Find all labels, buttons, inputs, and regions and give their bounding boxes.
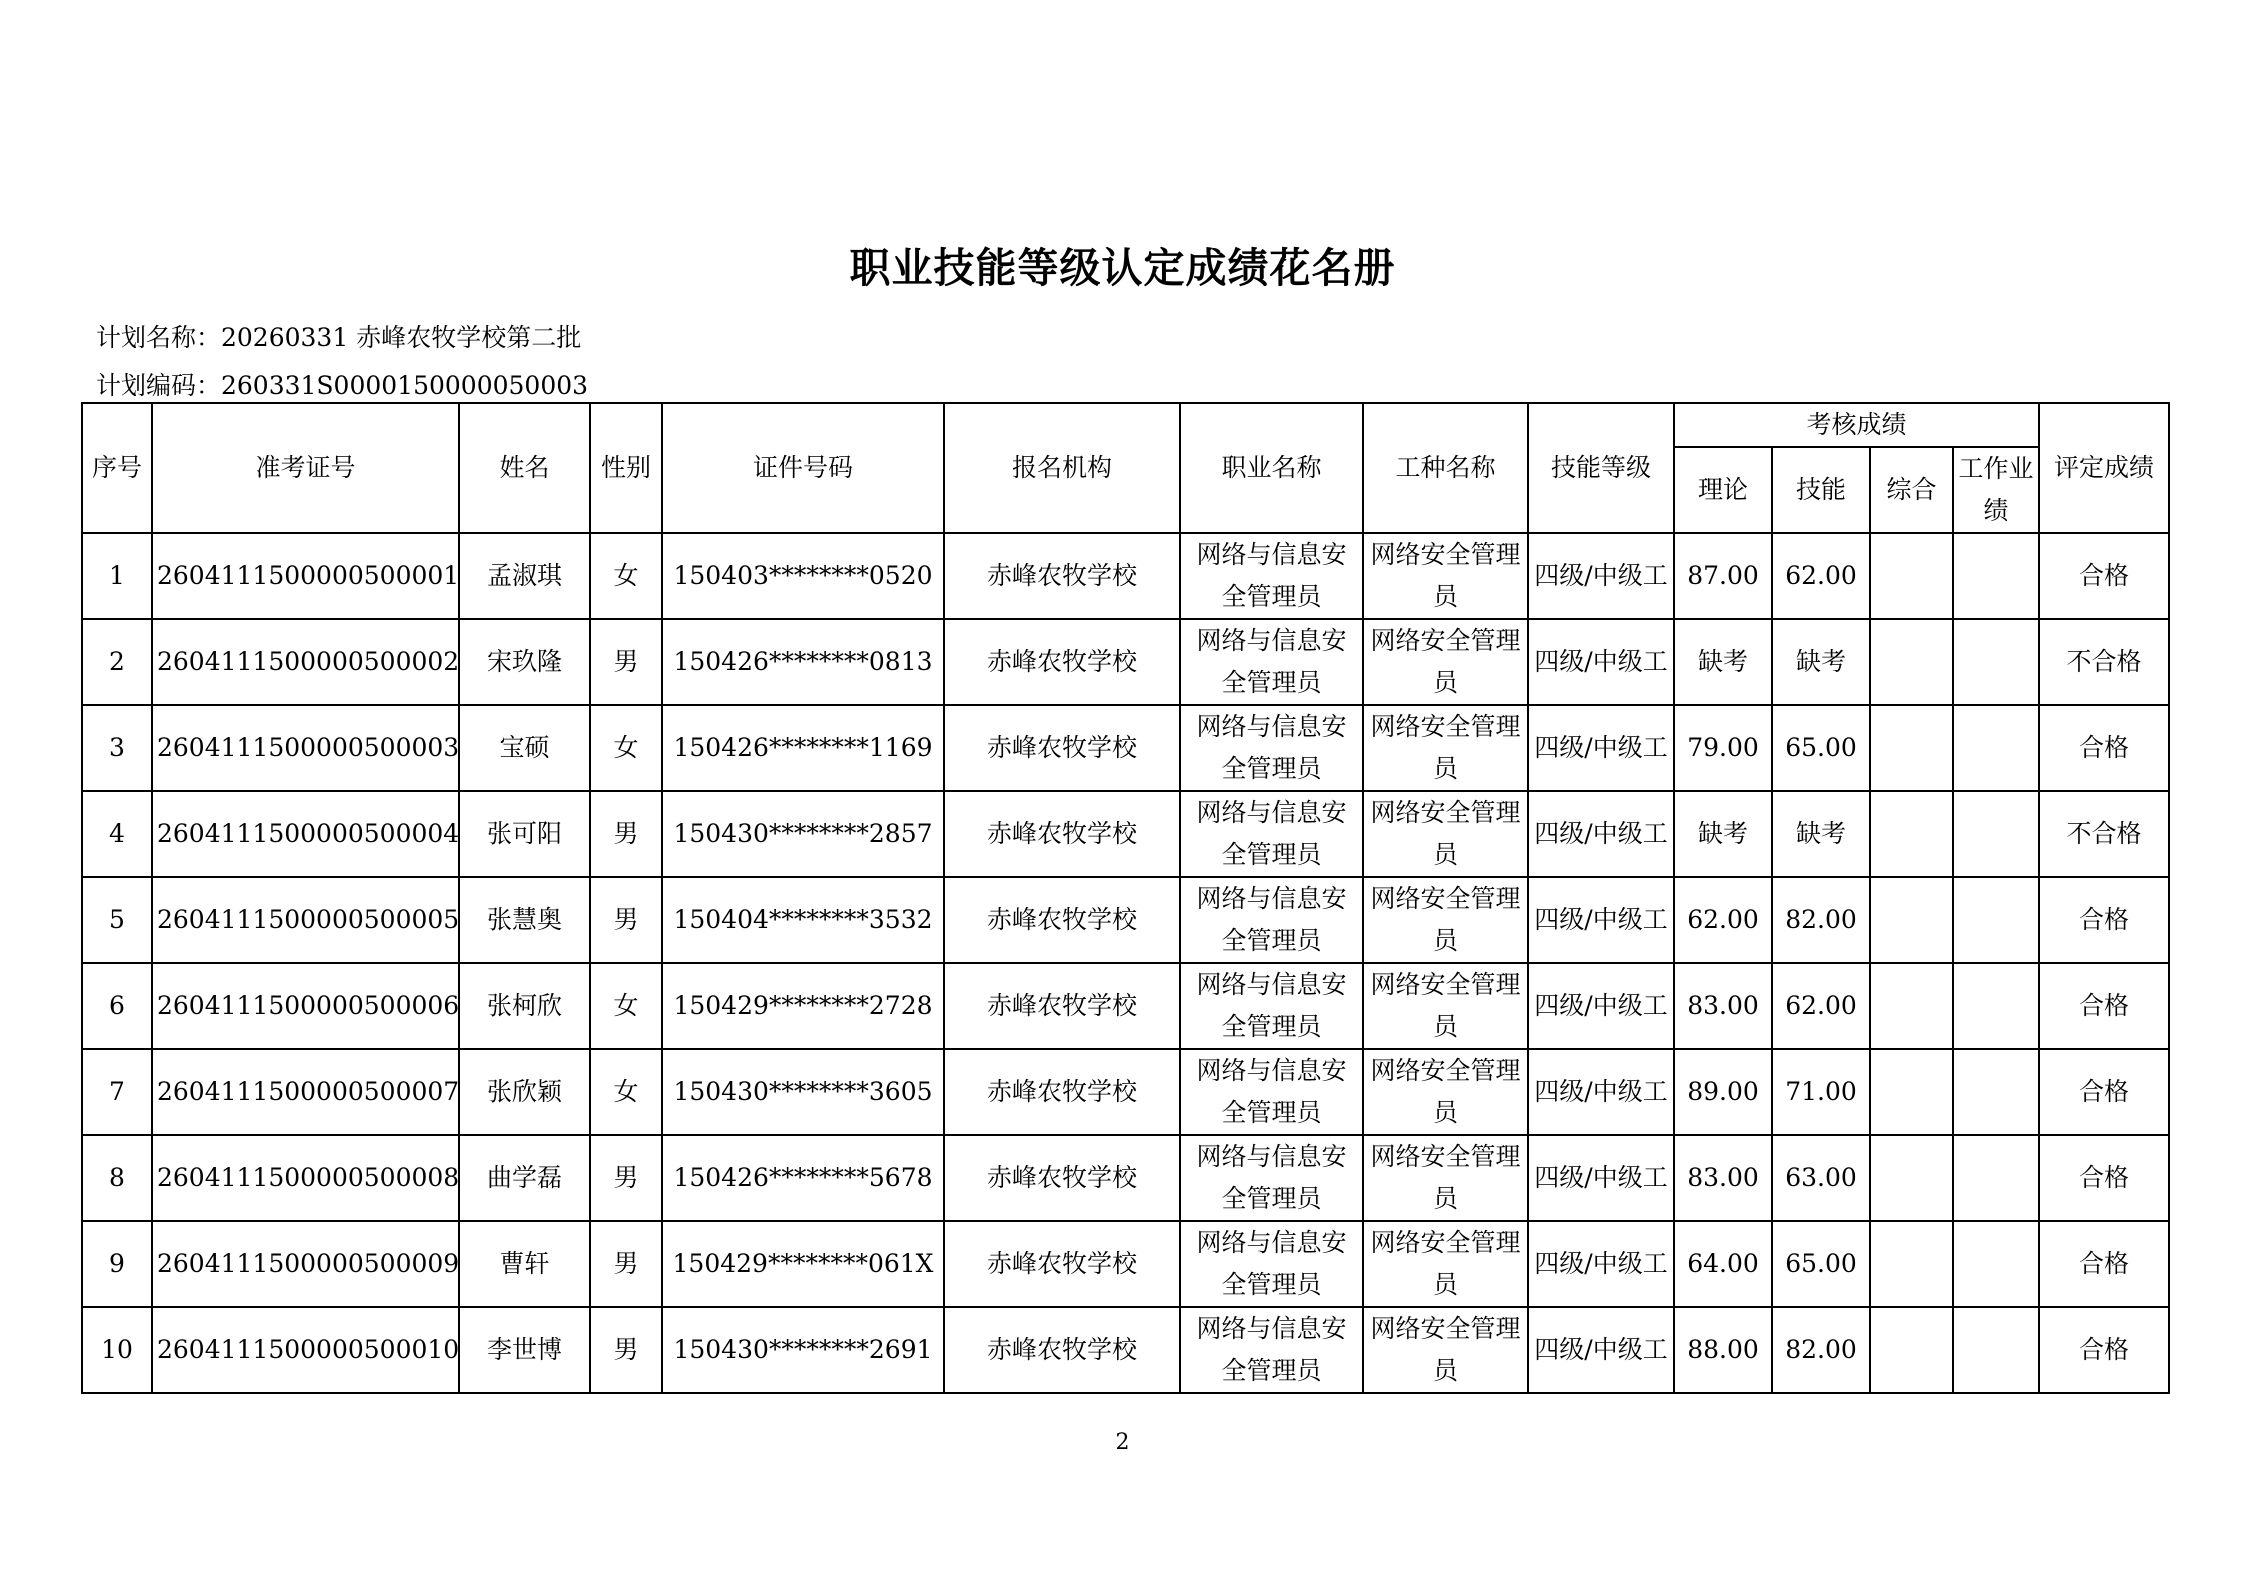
cell-result: 合格 (2039, 705, 2169, 791)
cell-trade: 网络安全管理员 (1363, 791, 1528, 877)
table-row (82, 533, 2169, 619)
header-org: 报名机构 (944, 403, 1180, 533)
cell-id-no: 150426********5678 (662, 1135, 944, 1221)
header-ticket: 准考证号 (152, 403, 459, 533)
table-row (82, 1049, 2169, 1135)
cell-skill: 62.00 (1772, 963, 1870, 1049)
cell-id-no: 150430********2857 (662, 791, 944, 877)
cell-result: 不合格 (2039, 619, 2169, 705)
cell-gender: 男 (590, 619, 662, 705)
cell-level: 四级/中级工 (1528, 1307, 1674, 1393)
cell-level: 四级/中级工 (1528, 1049, 1674, 1135)
cell-performance (1953, 533, 2039, 619)
cell-theory: 83.00 (1674, 963, 1772, 1049)
cell-result: 合格 (2039, 963, 2169, 1049)
plan-code: 计划编码：260331S0000150000050003 (96, 371, 589, 400)
plan-name: 计划名称：20260331 赤峰农牧学校第二批 (96, 323, 582, 352)
header-name: 姓名 (459, 403, 590, 533)
cell-ticket: 2604111500000500001 (152, 533, 459, 619)
cell-ticket: 2604111500000500008 (152, 1135, 459, 1221)
table-row (82, 1221, 2169, 1307)
cell-occupation: 网络与信息安全管理员 (1180, 705, 1363, 791)
cell-occupation: 网络与信息安全管理员 (1180, 1307, 1363, 1393)
cell-trade: 网络安全管理员 (1363, 1221, 1528, 1307)
cell-trade: 网络安全管理员 (1363, 705, 1528, 791)
cell-trade: 网络安全管理员 (1363, 1049, 1528, 1135)
cell-gender: 女 (590, 1049, 662, 1135)
cell-theory: 79.00 (1674, 705, 1772, 791)
cell-skill: 62.00 (1772, 533, 1870, 619)
cell-gender: 女 (590, 963, 662, 1049)
cell-comprehensive (1870, 877, 1953, 963)
cell-comprehensive (1870, 619, 1953, 705)
table-row (82, 1307, 2169, 1393)
cell-name: 李世博 (459, 1307, 590, 1393)
cell-id-no: 150430********3605 (662, 1049, 944, 1135)
cell-theory: 缺考 (1674, 791, 1772, 877)
cell-theory: 缺考 (1674, 619, 1772, 705)
cell-org: 赤峰农牧学校 (944, 533, 1180, 619)
cell-org: 赤峰农牧学校 (944, 963, 1180, 1049)
header-id-no: 证件号码 (662, 403, 944, 533)
cell-level: 四级/中级工 (1528, 705, 1674, 791)
cell-result: 不合格 (2039, 791, 2169, 877)
cell-id-no: 150404********3532 (662, 877, 944, 963)
cell-id-no: 150429********2728 (662, 963, 944, 1049)
cell-trade: 网络安全管理员 (1363, 1135, 1528, 1221)
cell-occupation: 网络与信息安全管理员 (1180, 619, 1363, 705)
cell-trade: 网络安全管理员 (1363, 533, 1528, 619)
cell-occupation: 网络与信息安全管理员 (1180, 1135, 1363, 1221)
cell-performance (1953, 877, 2039, 963)
cell-org: 赤峰农牧学校 (944, 1221, 1180, 1307)
cell-gender: 男 (590, 791, 662, 877)
cell-gender: 女 (590, 533, 662, 619)
header-level: 技能等级 (1528, 403, 1674, 533)
cell-comprehensive (1870, 791, 1953, 877)
cell-skill: 缺考 (1772, 791, 1870, 877)
table-row (82, 1135, 2169, 1221)
page-number: 2 (1115, 1430, 1130, 1455)
cell-trade: 网络安全管理员 (1363, 619, 1528, 705)
cell-level: 四级/中级工 (1528, 791, 1674, 877)
cell-gender: 女 (590, 705, 662, 791)
cell-org: 赤峰农牧学校 (944, 791, 1180, 877)
cell-trade: 网络安全管理员 (1363, 963, 1528, 1049)
cell-level: 四级/中级工 (1528, 963, 1674, 1049)
cell-name: 曲学磊 (459, 1135, 590, 1221)
cell-occupation: 网络与信息安全管理员 (1180, 533, 1363, 619)
header-theory: 理论 (1674, 447, 1772, 533)
cell-ticket: 2604111500000500006 (152, 963, 459, 1049)
cell-name: 曹轩 (459, 1221, 590, 1307)
table-row (82, 963, 2169, 1049)
cell-performance (1953, 619, 2039, 705)
header-scores-group: 考核成绩 (1674, 403, 2039, 447)
cell-performance (1953, 1049, 2039, 1135)
cell-theory: 88.00 (1674, 1307, 1772, 1393)
cell-performance (1953, 963, 2039, 1049)
cell-comprehensive (1870, 533, 1953, 619)
cell-trade: 网络安全管理员 (1363, 1307, 1528, 1393)
cell-seq: 1 (82, 533, 152, 619)
cell-theory: 62.00 (1674, 877, 1772, 963)
table-body (82, 533, 2169, 1393)
cell-ticket: 2604111500000500003 (152, 705, 459, 791)
cell-ticket: 2604111500000500010 (152, 1307, 459, 1393)
cell-skill: 65.00 (1772, 1221, 1870, 1307)
table-row (82, 791, 2169, 877)
cell-comprehensive (1870, 1221, 1953, 1307)
cell-seq: 4 (82, 791, 152, 877)
page-title: 职业技能等级认定成绩花名册 (849, 244, 1396, 292)
cell-level: 四级/中级工 (1528, 1221, 1674, 1307)
cell-result: 合格 (2039, 1049, 2169, 1135)
cell-name: 张欣颖 (459, 1049, 590, 1135)
cell-gender: 男 (590, 1307, 662, 1393)
cell-ticket: 2604111500000500002 (152, 619, 459, 705)
cell-result: 合格 (2039, 877, 2169, 963)
cell-ticket: 2604111500000500005 (152, 877, 459, 963)
cell-occupation: 网络与信息安全管理员 (1180, 877, 1363, 963)
cell-id-no: 150426********1169 (662, 705, 944, 791)
cell-result: 合格 (2039, 1307, 2169, 1393)
cell-ticket: 2604111500000500007 (152, 1049, 459, 1135)
cell-org: 赤峰农牧学校 (944, 705, 1180, 791)
cell-ticket: 2604111500000500009 (152, 1221, 459, 1307)
cell-name: 张可阳 (459, 791, 590, 877)
cell-name: 张慧奥 (459, 877, 590, 963)
header-result: 评定成绩 (2039, 403, 2169, 533)
cell-seq: 7 (82, 1049, 152, 1135)
cell-org: 赤峰农牧学校 (944, 877, 1180, 963)
cell-occupation: 网络与信息安全管理员 (1180, 791, 1363, 877)
cell-performance (1953, 705, 2039, 791)
cell-theory: 64.00 (1674, 1221, 1772, 1307)
cell-theory: 83.00 (1674, 1135, 1772, 1221)
cell-skill: 缺考 (1772, 619, 1870, 705)
cell-result: 合格 (2039, 1135, 2169, 1221)
cell-id-no: 150403********0520 (662, 533, 944, 619)
header-gender: 性别 (590, 403, 662, 533)
cell-level: 四级/中级工 (1528, 1135, 1674, 1221)
cell-id-no: 150430********2691 (662, 1307, 944, 1393)
cell-occupation: 网络与信息安全管理员 (1180, 1049, 1363, 1135)
cell-gender: 男 (590, 1221, 662, 1307)
cell-seq: 3 (82, 705, 152, 791)
cell-id-no: 150429********061X (662, 1221, 944, 1307)
header-performance: 工作业绩 (1953, 447, 2039, 533)
cell-occupation: 网络与信息安全管理员 (1180, 963, 1363, 1049)
cell-skill: 65.00 (1772, 705, 1870, 791)
cell-org: 赤峰农牧学校 (944, 1049, 1180, 1135)
cell-name: 孟淑琪 (459, 533, 590, 619)
cell-result: 合格 (2039, 533, 2169, 619)
cell-comprehensive (1870, 1307, 1953, 1393)
header-skill: 技能 (1772, 447, 1870, 533)
cell-gender: 男 (590, 877, 662, 963)
header-seq: 序号 (82, 403, 152, 533)
cell-seq: 10 (82, 1307, 152, 1393)
cell-comprehensive (1870, 705, 1953, 791)
cell-seq: 6 (82, 963, 152, 1049)
cell-name: 张柯欣 (459, 963, 590, 1049)
cell-skill: 63.00 (1772, 1135, 1870, 1221)
cell-level: 四级/中级工 (1528, 533, 1674, 619)
cell-org: 赤峰农牧学校 (944, 1135, 1180, 1221)
cell-theory: 87.00 (1674, 533, 1772, 619)
cell-seq: 8 (82, 1135, 152, 1221)
score-roster-table (81, 402, 2170, 1394)
cell-name: 宝硕 (459, 705, 590, 791)
cell-performance (1953, 1307, 2039, 1393)
header-comprehensive: 综合 (1870, 447, 1953, 533)
cell-skill: 71.00 (1772, 1049, 1870, 1135)
cell-skill: 82.00 (1772, 1307, 1870, 1393)
cell-theory: 89.00 (1674, 1049, 1772, 1135)
cell-ticket: 2604111500000500004 (152, 791, 459, 877)
cell-occupation: 网络与信息安全管理员 (1180, 1221, 1363, 1307)
cell-comprehensive (1870, 1135, 1953, 1221)
cell-skill: 82.00 (1772, 877, 1870, 963)
cell-comprehensive (1870, 1049, 1953, 1135)
cell-level: 四级/中级工 (1528, 877, 1674, 963)
cell-id-no: 150426********0813 (662, 619, 944, 705)
cell-performance (1953, 791, 2039, 877)
cell-gender: 男 (590, 1135, 662, 1221)
table-row (82, 877, 2169, 963)
cell-trade: 网络安全管理员 (1363, 877, 1528, 963)
cell-result: 合格 (2039, 1221, 2169, 1307)
cell-org: 赤峰农牧学校 (944, 1307, 1180, 1393)
header-trade: 工种名称 (1363, 403, 1528, 533)
cell-seq: 5 (82, 877, 152, 963)
cell-level: 四级/中级工 (1528, 619, 1674, 705)
cell-seq: 9 (82, 1221, 152, 1307)
cell-name: 宋玖隆 (459, 619, 590, 705)
cell-performance (1953, 1221, 2039, 1307)
cell-comprehensive (1870, 963, 1953, 1049)
header-occupation: 职业名称 (1180, 403, 1363, 533)
cell-performance (1953, 1135, 2039, 1221)
table-row (82, 619, 2169, 705)
table-row (82, 705, 2169, 791)
cell-seq: 2 (82, 619, 152, 705)
cell-org: 赤峰农牧学校 (944, 619, 1180, 705)
